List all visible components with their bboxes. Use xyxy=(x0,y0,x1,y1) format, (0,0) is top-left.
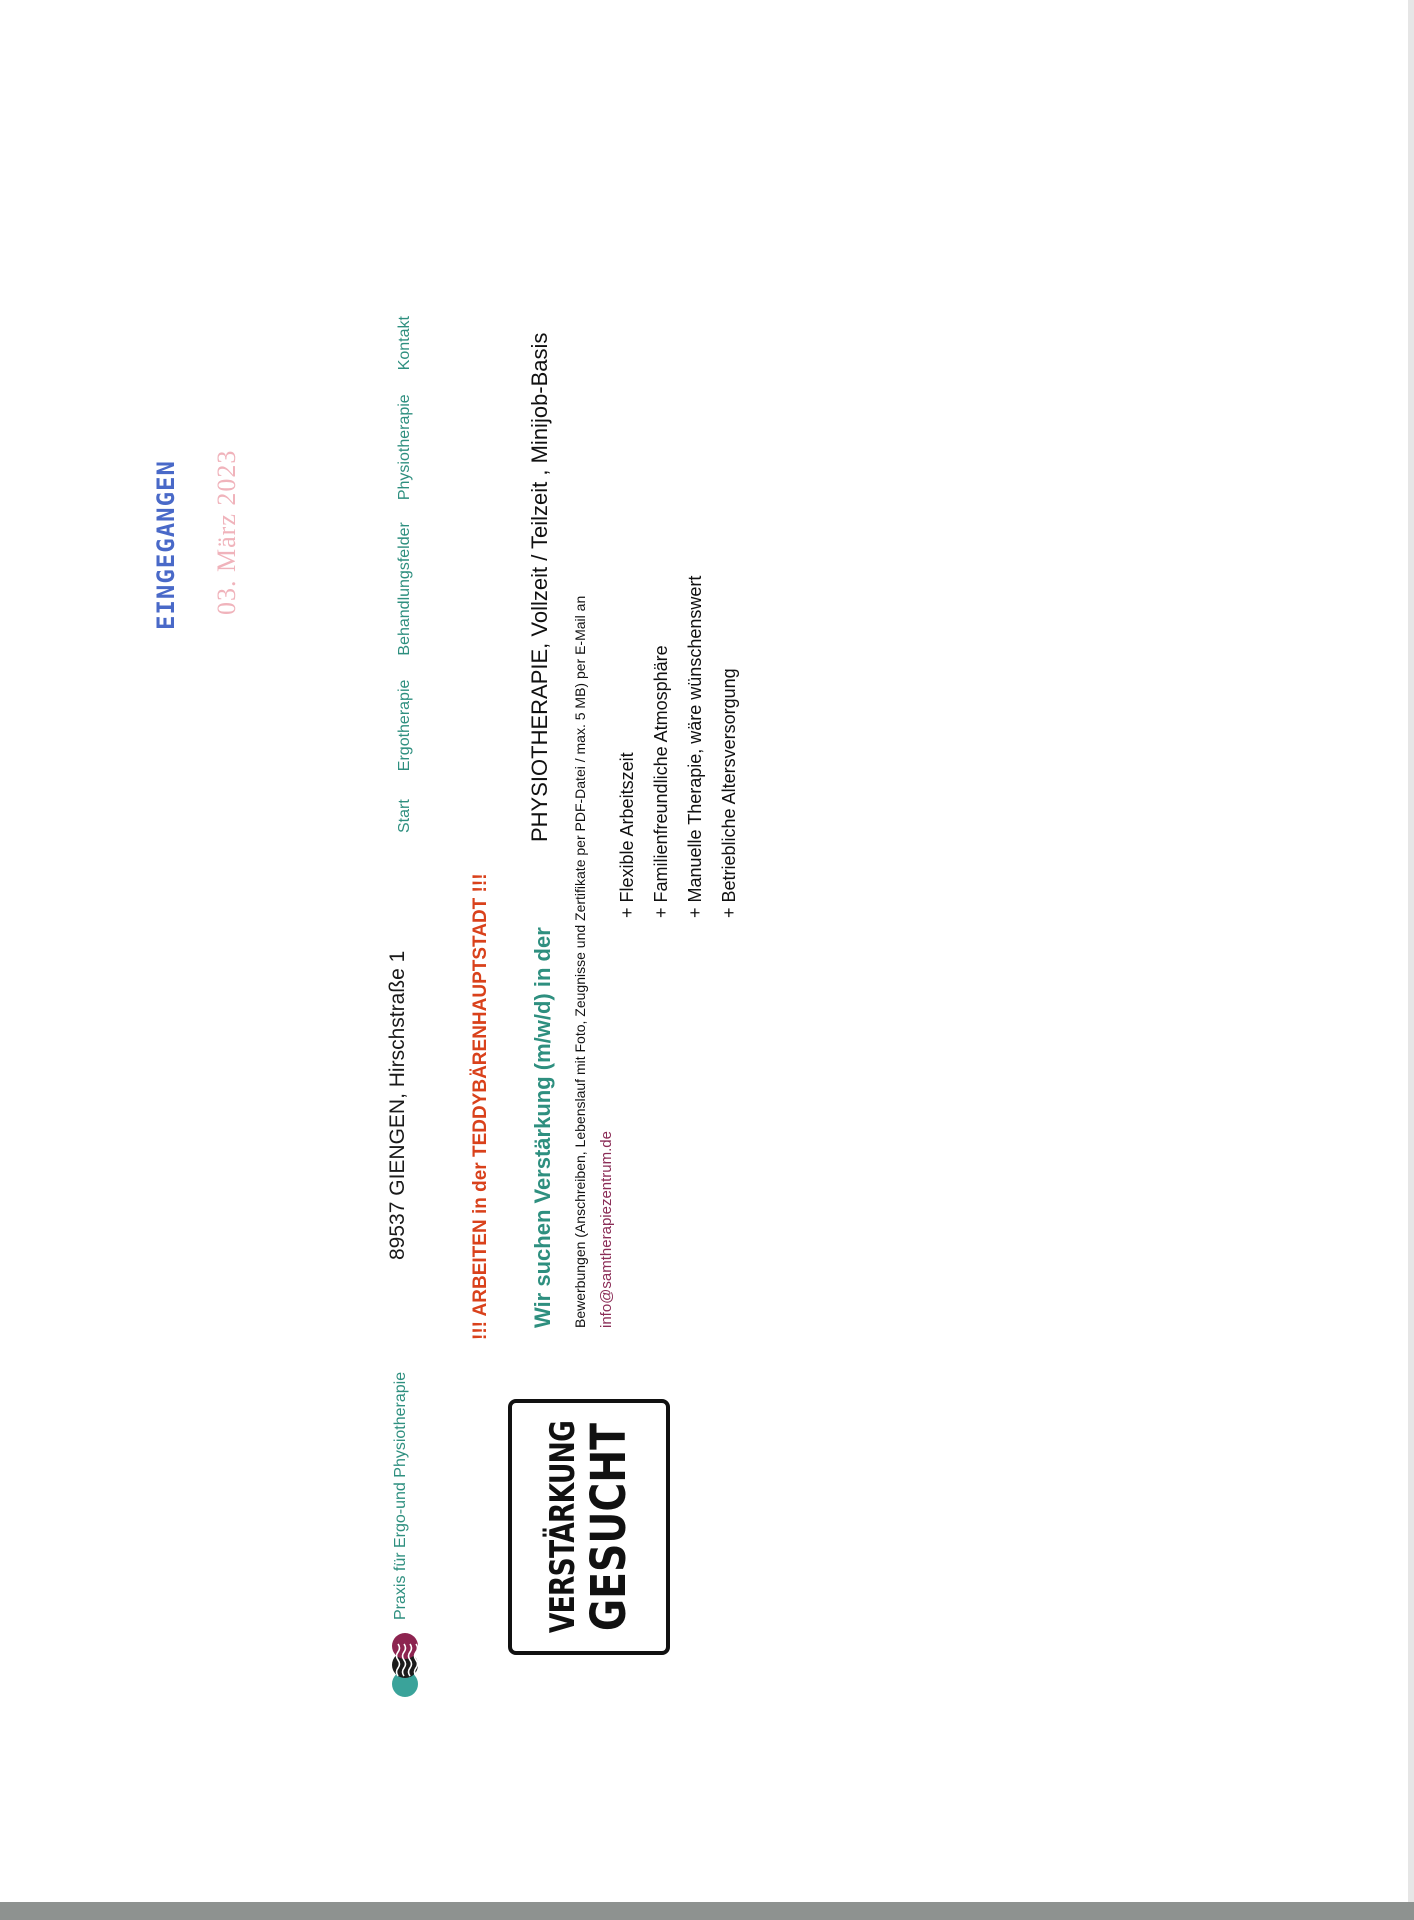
main-nav xyxy=(396,316,414,833)
job-wanted-title: Wir suchen Verstärkung (m/w/d) in der xyxy=(530,927,555,1328)
nav-start[interactable]: Start xyxy=(396,799,413,833)
practice-logo xyxy=(380,1632,430,1698)
nav-behandlungsfelder[interactable]: Behandlungsfelder xyxy=(396,522,413,656)
job-types: PHYSIOTHERAPIE, Vollzeit / Teilzeit , Minijob-Basis xyxy=(527,332,552,842)
practice-address: 89537 GIENGEN, Hirschstraße 1 xyxy=(386,950,409,1260)
benefit-item: + Betriebliche Altersversorgung xyxy=(719,668,739,918)
nav-kontakt[interactable]: Kontakt xyxy=(396,316,413,371)
hiring-badge-line1: VERSTÄRKUNG xyxy=(543,1420,583,1634)
application-instructions: Bewerbungen (Anschreiben, Lebenslauf mit Foto, Zeugnisse und Zertifikate per PDF-Datei / max. 5 MB) per E-Mail an xyxy=(572,595,588,1328)
nav-ergotherapie[interactable]: Ergotherapie xyxy=(396,679,413,772)
received-stamp: EINGEGANGEN xyxy=(152,460,180,630)
benefit-item: + Familienfreundliche Atmosphäre xyxy=(651,645,671,918)
practice-name: Praxis für Ergo-und Physiotherapie xyxy=(392,1371,409,1620)
benefit-item: + Manuelle Therapie, wäre wünschenswert xyxy=(685,575,705,918)
hiring-badge-line2: GESUCHT xyxy=(581,1422,637,1632)
contact-email-link[interactable]: info@samtherapiezentrum.de xyxy=(598,1131,615,1328)
hiring-badge xyxy=(508,1399,670,1655)
benefits-list xyxy=(610,576,746,918)
benefit-item: + Flexible Arbeitszeit xyxy=(617,752,637,918)
job-headline: !!! ARBEITEN in der TEDDYBÄRENHAUPTSTADT !!! xyxy=(470,873,491,1340)
received-stamp-date: 03. März 2023 xyxy=(212,449,241,615)
nav-physiotherapie[interactable]: Physiotherapie xyxy=(396,394,413,501)
